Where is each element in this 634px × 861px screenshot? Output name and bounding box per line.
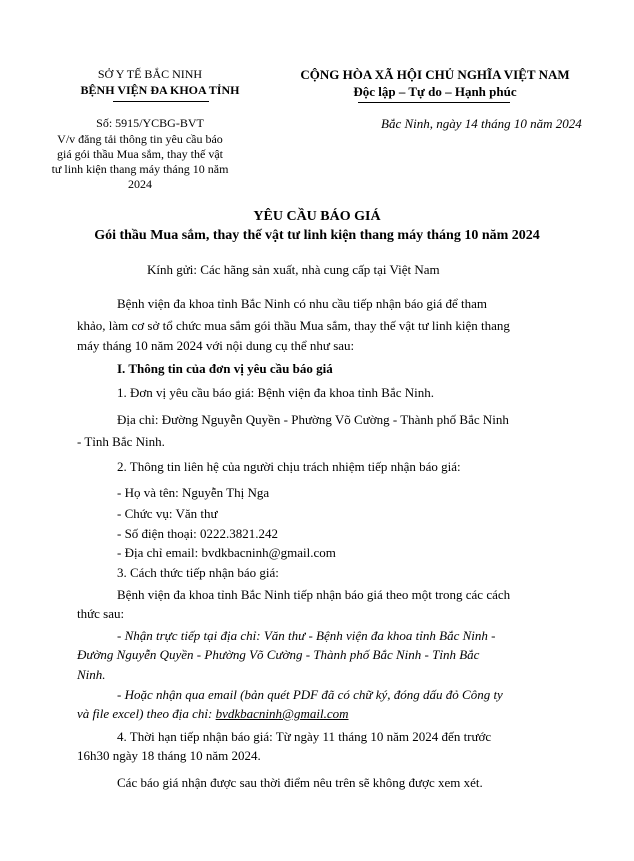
subject-line: 2024	[128, 177, 152, 191]
contact-phone: - Số điện thoại: 0222.3821.242	[117, 526, 279, 541]
document-subtitle: Gói thầu Mua sắm, thay thế vật tư linh kiện thang máy tháng 10 năm 2024	[94, 228, 540, 243]
document-number: Số: 5915/YCBG-BVT	[96, 116, 204, 130]
method-email-line: - Hoặc nhận qua email (bản quét PDF đã có chữ ký, đóng dấu đỏ Công ty	[117, 687, 503, 702]
email-link[interactable]: bvdkbacninh@gmail.com	[215, 706, 349, 721]
national-motto: Độc lập – Tự do – Hạnh phúc	[353, 84, 517, 99]
method-direct-line: - Nhận trực tiếp tại địa chỉ: Văn thư - Bệnh viện đa khoa tỉnh Bắc Ninh -	[117, 628, 496, 643]
hospital-name-underline	[113, 101, 209, 102]
deadline-line: 16h30 ngày 18 tháng 10 năm 2024.	[77, 748, 261, 763]
motto-underline	[358, 102, 510, 103]
method-direct-line: Ninh.	[77, 667, 106, 682]
deadline-line: 4. Thời hạn tiếp nhận báo giá: Từ ngày 11 tháng 10 năm 2024 đến trước	[117, 729, 492, 744]
contact-heading: 2. Thông tin liên hệ của người chịu trách nhiệm tiếp nhận báo giá:	[117, 459, 461, 474]
intro-line: khảo, làm cơ sở tổ chức mua sắm gói thầu Mua sắm, thay thế vật tư linh kiện thang	[77, 318, 510, 333]
method-direct-line: Đường Nguyễn Quyền - Phường Võ Cường - Thành phố Bắc Ninh - Tỉnh Bắc	[77, 647, 480, 662]
address-line: - Tỉnh Bắc Ninh.	[77, 434, 165, 449]
subject-line: V/v đăng tải thông tin yêu cầu báo	[57, 132, 223, 146]
intro-line: Bệnh viện đa khoa tỉnh Bắc Ninh có nhu cầu tiếp nhận báo giá để tham	[117, 296, 488, 311]
document-title: YÊU CẦU BÁO GIÁ	[253, 209, 381, 224]
subject-line: tư linh kiện thang máy tháng 10 năm	[51, 162, 229, 176]
place-and-date: Bắc Ninh, ngày 14 tháng 10 năm 2024	[381, 116, 582, 131]
contact-name: - Họ và tên: Nguyễn Thị Nga	[117, 485, 270, 500]
subject-line: giá gói thầu Mua sắm, thay thế vật	[57, 147, 223, 161]
requester-unit: 1. Đơn vị yêu cầu báo giá: Bệnh viện đa khoa tỉnh Bắc Ninh.	[117, 385, 434, 400]
method-intro-line: thức sau:	[77, 606, 125, 621]
national-title: CỘNG HÒA XÃ HỘI CHỦ NGHĨA VIỆT NAM	[300, 67, 570, 82]
recipient-line: Kính gửi: Các hãng sản xuất, nhà cung cấp tại Việt Nam	[147, 262, 440, 277]
hospital-name: BỆNH VIỆN ĐA KHOA TỈNH	[80, 83, 240, 97]
address-line: Địa chỉ: Đường Nguyễn Quyền - Phường Võ Cường - Thành phố Bắc Ninh	[117, 412, 509, 427]
method-email-line	[77, 706, 349, 722]
section-heading: I. Thông tin của đơn vị yêu cầu báo giá	[117, 361, 333, 376]
method-heading: 3. Cách thức tiếp nhận báo giá:	[117, 565, 279, 580]
contact-position: - Chức vụ: Văn thư	[117, 506, 218, 521]
contact-email: - Địa chỉ email: bvdkbacninh@gmail.com	[117, 545, 336, 560]
late-submission-note: Các báo giá nhận được sau thời điểm nêu trên sẽ không được xem xét.	[117, 775, 483, 790]
intro-line: máy tháng 10 năm 2024 với nội dung cụ thể như sau:	[77, 338, 355, 353]
document-subject	[40, 132, 240, 192]
method-intro-line: Bệnh viện đa khoa tỉnh Bắc Ninh tiếp nhận báo giá theo một trong các cách	[117, 587, 511, 602]
method-email-prefix: và file excel) theo địa chỉ:	[77, 706, 216, 721]
department-name: SỞ Y TẾ BẮC NINH	[97, 67, 203, 81]
